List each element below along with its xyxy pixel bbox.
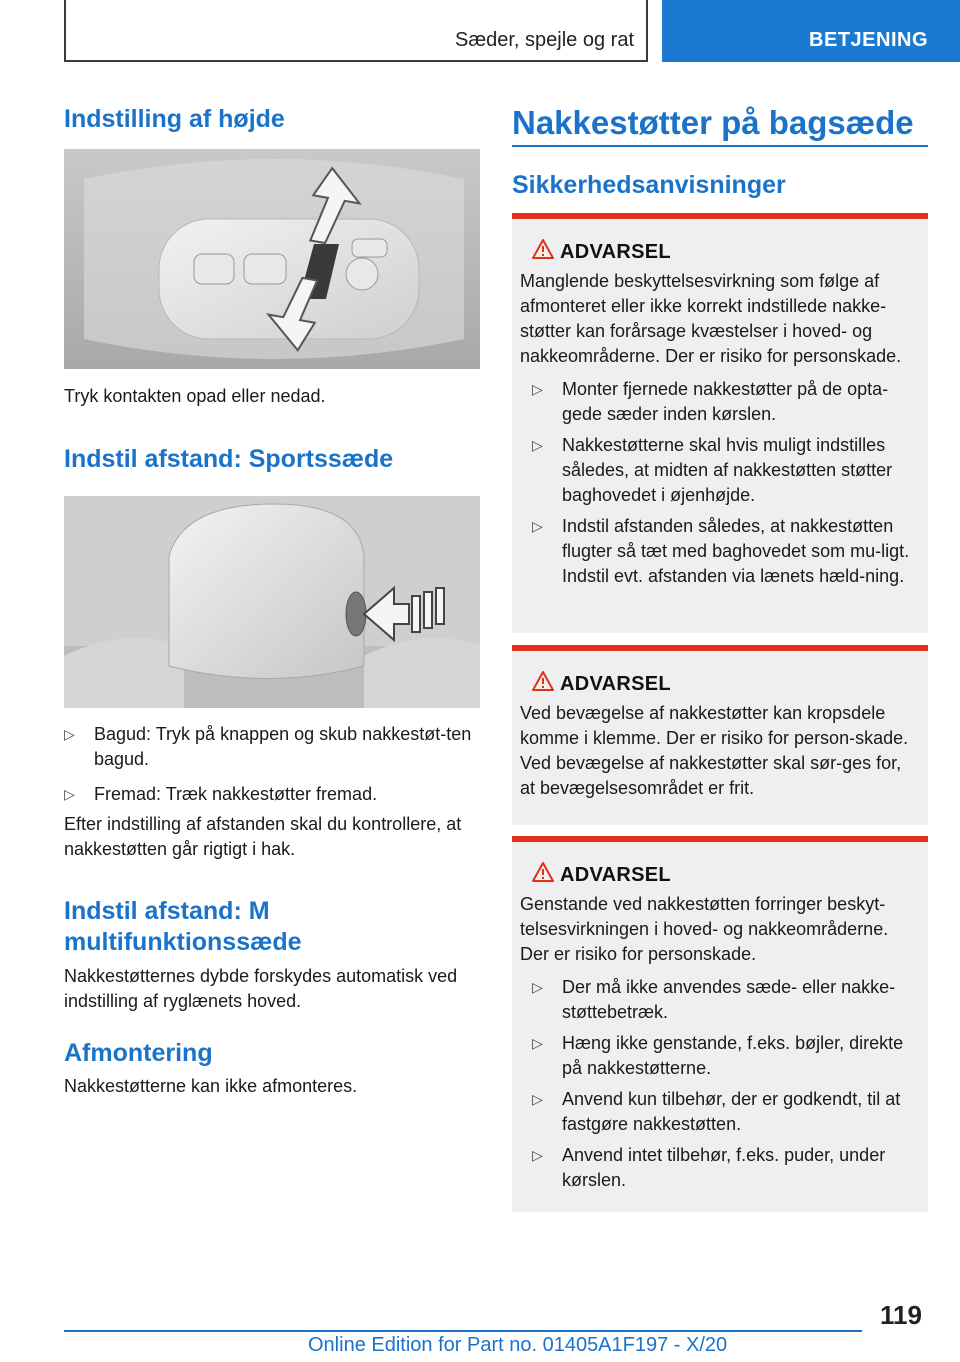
title-rule [512, 145, 928, 147]
warning-header [520, 239, 920, 269]
triangle-bullet-icon: ▷ [532, 1147, 543, 1163]
sport-seat-bullets [64, 722, 480, 807]
warning-triangle-icon [532, 862, 554, 882]
triangle-bullet-icon: ▷ [532, 979, 543, 995]
list-item: ▷ Anvend intet tilbehør, f.eks. puder, under kørslen. [532, 1145, 886, 1190]
rear-headrests-title: Nakkestøtter på bagsæde [512, 104, 914, 141]
warning-header [520, 862, 920, 892]
list-item: ▷ Nakkestøtterne skal hvis muligt indstilles således, at midten af nakkestøtten støtter baghovedet i øjenhøjde. [532, 435, 893, 505]
warning-text: Genstande ved nakkestøtten forringer beskyt-telsesvirkningen i hoved- og nakkeområderne. Der er risiko for personskade. [520, 894, 889, 964]
height-title: Indstilling af højde [64, 105, 285, 133]
seat-height-switch-image [64, 149, 480, 369]
warning-label: ADVARSEL [560, 864, 671, 886]
m-seat-text: Nakkestøtternes dybde forskydes automatisk ved indstilling af ryglænets hoved. [64, 966, 458, 1011]
triangle-bullet-icon: ▷ [64, 786, 75, 802]
footer-rule [64, 1330, 862, 1332]
list-item: ▷ Hæng ikke genstande, f.eks. bøjler, direkte på nakkestøtterne. [532, 1033, 904, 1078]
m-seat-title: Indstil afstand: M multifunktionssæde [64, 897, 302, 956]
list-item: ▷ Bagud: Tryk på knappen og skub nakkestøt-ten bagud. [64, 724, 472, 769]
warning-bullets [520, 377, 920, 589]
list-item: ▷ Monter fjernede nakkestøtter på de opta-gede sæder inden kørslen. [532, 379, 889, 424]
headrest-illustration [64, 496, 480, 708]
safety-subtitle: Sikkerhedsanvisninger [512, 171, 786, 199]
list-item: ▷ Indstil afstanden således, at nakkestøtten flugter så tæt med baghovedet som mu-ligt. Indstil evt. afstanden via lænets hæld-ning. [532, 516, 910, 586]
triangle-bullet-icon: ▷ [532, 1035, 543, 1051]
warning-label: ADVARSEL [560, 241, 671, 263]
warning-text: Ved bevægelse af nakkestøtter kan kropsdele komme i klemme. Der er risiko for person-skade. Ved bevægelse af nakkestøtter skal sør-ges for, at bevægelsesområdet er frit. [520, 703, 909, 798]
list-item: ▷ Der må ikke anvendes sæde- eller nakke-støttebetræk. [532, 977, 896, 1022]
sport-seat-title: Indstil afstand: Sportssæde [64, 445, 394, 473]
warning-box [512, 836, 928, 1212]
header-section-title: Sæder, spejle og rat [455, 29, 634, 51]
page-number: 119 [880, 1300, 922, 1330]
warning-bullets [520, 975, 920, 1193]
headrest-button-image [64, 496, 480, 708]
list-item: ▷ Anvend kun tilbehør, der er godkendt, til at fastgøre nakkestøtten. [532, 1089, 901, 1134]
warning-box [512, 213, 928, 633]
removal-text: Nakkestøtterne kan ikke afmonteres. [64, 1076, 358, 1096]
triangle-bullet-icon: ▷ [532, 437, 543, 453]
header-chapter-tab[interactable] [662, 0, 960, 62]
edition-link[interactable]: Online Edition for Part no. 01405A1F197 - X/20 [308, 1334, 728, 1356]
header-chapter-label: BETJENING [809, 29, 928, 51]
height-instruction: Tryk kontakten opad eller nedad. [64, 386, 326, 406]
warning-text: Manglende beskyttelsesvirkning som følge af afmonteret eller ikke korrekt indstillede nakke-støtter kan forårsage kvæstelser i hoved- og nakkeområderne. Der er risiko for personskade. [520, 271, 902, 366]
seat-height-switch-illustration [64, 149, 480, 369]
list-item: ▷ Fremad: Træk nakkestøtter fremad. [64, 782, 480, 807]
sport-seat-note: Efter indstilling af afstanden skal du kontrollere, at nakkestøtten går rigtigt i hak. [64, 814, 462, 859]
warning-header [520, 671, 920, 701]
warning-label: ADVARSEL [560, 673, 671, 695]
triangle-bullet-icon: ▷ [532, 1091, 543, 1107]
removal-title: Afmontering [64, 1039, 213, 1067]
warning-triangle-icon [532, 671, 554, 691]
warning-box [512, 645, 928, 825]
header-section-box [64, 0, 648, 62]
triangle-bullet-icon: ▷ [532, 381, 543, 397]
triangle-bullet-icon: ▷ [64, 726, 75, 742]
triangle-bullet-icon: ▷ [532, 518, 543, 534]
warning-triangle-icon [532, 239, 554, 259]
